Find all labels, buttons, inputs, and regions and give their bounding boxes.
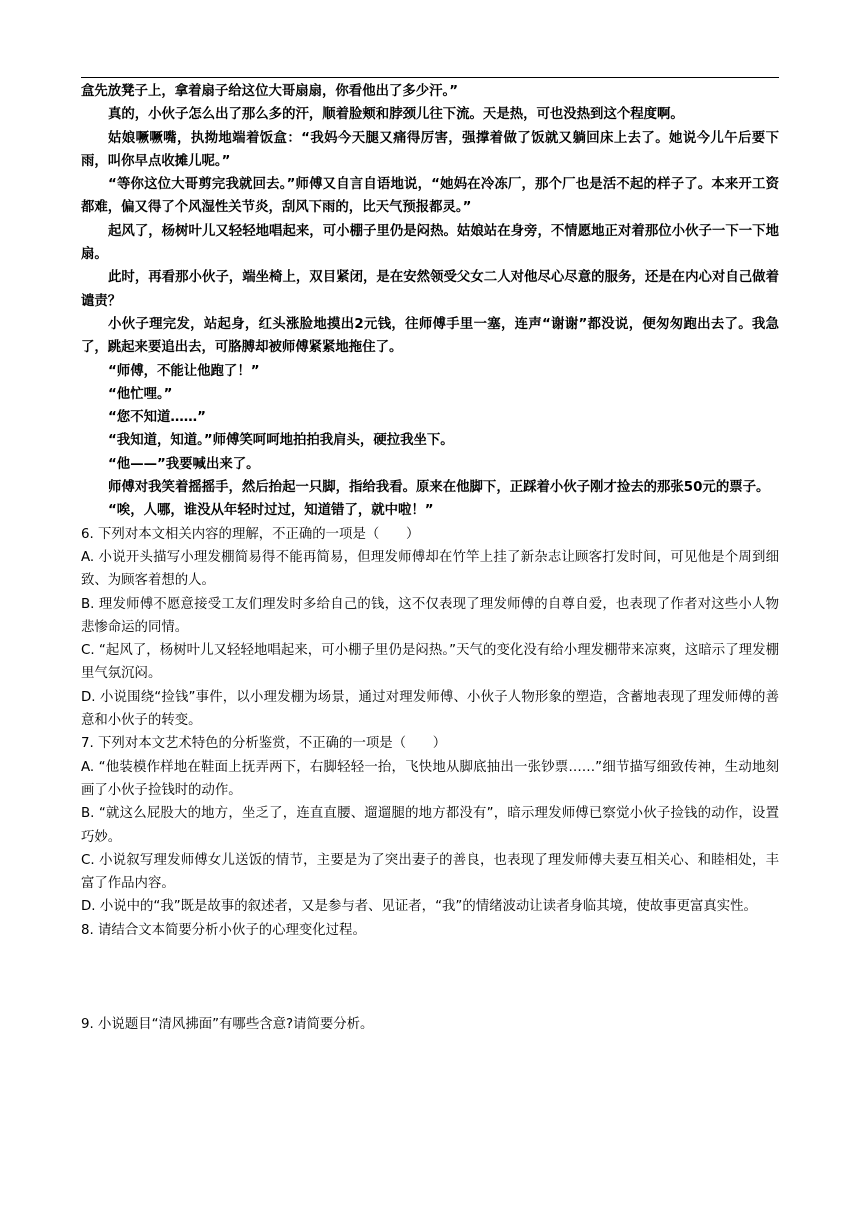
story-text xyxy=(81,80,779,523)
option-d: D. 小说围绕“捡钱”事件，以小理发棚为场景，通过对理发师傅、小伙子人物形象的塑造，含蓄地表现了理发师傅的善意和小伙子的转变。 xyxy=(81,689,779,729)
question-7 xyxy=(81,732,779,918)
story-paragraph: 起风了，杨树叶儿又轻轻地唱起来，可小棚子里仍是闷热。姑娘站在身旁，不情愿地正对着那位小伙子一下一下地扇。 xyxy=(81,223,779,263)
story-paragraph: “您不知道……” xyxy=(108,410,206,426)
question-stem: 7. 下列对本文艺术特色的分析鉴赏，不正确的一项是（ ） xyxy=(81,736,447,752)
question-6 xyxy=(81,523,779,733)
question-stem: 8. 请结合文本简要分析小伙子的心理变化过程。 xyxy=(81,922,366,938)
story-paragraph: 此时，再看那小伙子，端坐椅上，双目紧闭，是在安然领受父女二人对他尽心尽意的服务，还是在内心对自己做着谴责？ xyxy=(81,270,779,309)
option-b: B. 理发师傅不愿意接受工友们理发时多给自己的钱，这不仅表现了理发师傅的自尊自爱，也表现了作者对这些小人物悲惨命运的同情。 xyxy=(81,596,779,635)
document-body xyxy=(81,80,779,1036)
story-paragraph: 师傅对我笑着摇摇手，然后抬起一只脚，指给我看。原来在他脚下，正踩着小伙子刚才捡去的那张50元的票子。 xyxy=(108,480,770,496)
story-paragraph: “等你这位大哥剪完我就回去。”师傅又自言自语地说，“她妈在冷冻厂，那个厂也是活不起的样子了。本来开工资都难，偏又得了个风湿性关节炎，刮风下雨的，比天气预报都灵。” xyxy=(81,177,779,216)
story-paragraph: “他忙哩。” xyxy=(108,386,173,402)
story-paragraph: 盒先放凳子上，拿着扇子给这位大哥扇扇，你看他出了多少汗。” xyxy=(81,84,459,99)
story-paragraph: “唉，人哪，谁没从年轻时过过，知道错了，就中啦！” xyxy=(108,503,434,519)
option-a: A. “他装模作样地在鞋面上抚弄两下，右脚轻轻一抬，飞快地从脚底抽出一张钞票……”细节描写细致传神，生动地刻画了小伙子捡钱时的动作。 xyxy=(81,759,779,798)
story-paragraph: “他——”我要喊出来了。 xyxy=(108,456,260,472)
answer-space xyxy=(81,942,779,1013)
story-paragraph: 真的，小伙子怎么出了那么多的汗，顺着脸颊和脖颈儿往下流。天是热，可也没热到这个程度啊。 xyxy=(108,107,684,123)
story-paragraph: 小伙子理完发，站起身，红头涨脸地摸出2元钱，往师傅手里一塞，连声“谢谢”都没说，便匆匆跑出去了。我急了，跳起来要追出去，可胳膊却被师傅紧紧地拖住了。 xyxy=(81,316,779,356)
option-b: B. “就这么屁股大的地方，坐乏了，连直直腰、遛遛腿的地方都没有”，暗示理发师傅已察觉小伙子捡钱的动作，设置巧妙。 xyxy=(81,806,779,845)
header-rule xyxy=(81,77,779,78)
story-paragraph: “我知道，知道。”师傅笑呵呵地拍拍我肩头，硬拉我坐下。 xyxy=(108,433,454,449)
question-stem: 9. 小说题目“清风拂面”有哪些含意?请简要分析。 xyxy=(81,1016,374,1032)
question-stem: 6. 下列对本文相关内容的理解，不正确的一项是（ ） xyxy=(81,526,420,542)
option-c: C. “起风了，杨树叶儿又轻轻地唱起来，可小棚子里仍是闷热。”天气的变化没有给小理发棚带来凉爽，这暗示了理发棚里气氛沉闷。 xyxy=(81,643,779,682)
option-d: D. 小说中的“我”既是故事的叙述者，又是参与者、见证者，“我”的情绪波动让读者身临其境，使故事更富真实性。 xyxy=(81,899,757,915)
question-8 xyxy=(81,919,779,1013)
question-9 xyxy=(81,1013,779,1036)
story-paragraph: 姑娘噘噘嘴，执拗地端着饭盒：“我妈今天腿又痛得厉害，强撑着做了饭就又躺回床上去了。她说今儿午后要下雨，叫你早点收摊儿呢。” xyxy=(81,130,779,169)
story-paragraph: “师傅，不能让他跑了！” xyxy=(108,363,260,379)
option-a: A. 小说开头描写小理发棚简易得不能再简易，但理发师傅却在竹竿上挂了新杂志让顾客打发时间，可见他是个周到细致、为顾客着想的人。 xyxy=(81,549,779,589)
option-c: C. 小说叙写理发师傅女儿送饭的情节，主要是为了突出妻子的善良，也表现了理发师傅夫妻互相关心、和睦相处，丰富了作品内容。 xyxy=(81,852,779,892)
